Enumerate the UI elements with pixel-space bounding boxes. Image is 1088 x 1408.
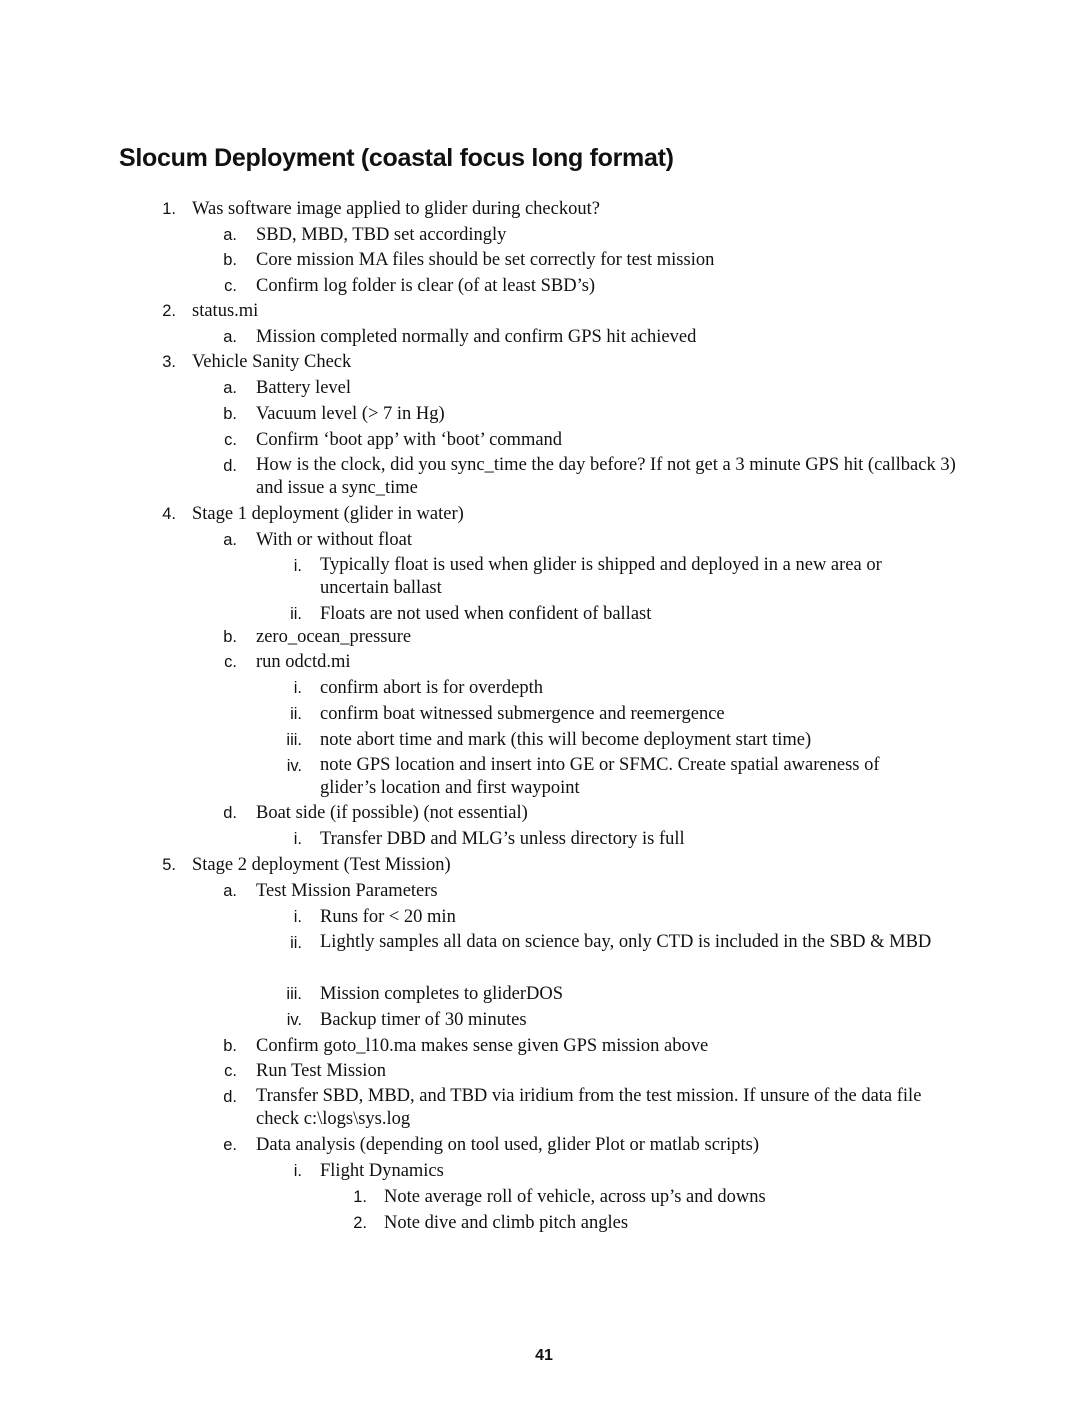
- list-marker: a.: [223, 226, 237, 244]
- list-marker: d.: [223, 1088, 237, 1106]
- list-marker: c.: [224, 1062, 237, 1080]
- list-marker: d.: [223, 804, 237, 822]
- list-marker: 5.: [162, 856, 176, 874]
- list-marker: c.: [224, 431, 237, 449]
- list-item-text: Confirm goto_l10.ma makes sense given GPS mission above: [256, 1036, 709, 1056]
- list-marker: ii.: [290, 934, 302, 952]
- list-marker: iii.: [286, 731, 302, 749]
- list-marker: a.: [223, 379, 237, 397]
- page-title: Slocum Deployment (coastal focus long format): [119, 144, 674, 172]
- list-item-text: Battery level: [256, 378, 352, 398]
- list-item-text: Confirm ‘boot app’ with ‘boot’ command: [256, 430, 563, 450]
- list-item-text: Note average roll of vehicle, across up’s and downs: [384, 1187, 766, 1207]
- list-item-text: Stage 1 deployment (glider in water): [192, 504, 464, 524]
- list-marker: c.: [224, 277, 237, 295]
- list-item-text: confirm boat witnessed submergence and reemergence: [320, 704, 725, 724]
- list-marker: i.: [293, 1162, 302, 1180]
- list-item-text: note abort time and mark (this will become deployment start time): [320, 730, 812, 750]
- list-marker: iv.: [286, 757, 302, 775]
- list-marker: ii.: [290, 705, 302, 723]
- list-item-text: Floats are not used when confident of ballast: [320, 604, 652, 624]
- list-marker: 1.: [353, 1188, 367, 1206]
- list-item-text: How is the clock, did you sync_time the day before? If not get a 3 minute GPS hit (callback 3) and issue a sync_time: [256, 455, 956, 498]
- list-item-text: SBD, MBD, TBD set accordingly: [256, 225, 507, 245]
- list-item-text: note GPS location and insert into GE or SFMC. Create spatial awareness of glider’s location and first waypoint: [320, 755, 880, 798]
- list-marker: 2.: [353, 1214, 367, 1232]
- page-number: 41: [535, 1347, 553, 1364]
- list-item-text: Mission completed normally and confirm GPS hit achieved: [256, 327, 697, 347]
- list-marker: i.: [293, 830, 302, 848]
- list-marker: iv.: [286, 1011, 302, 1029]
- list-item-text: status.mi: [192, 301, 259, 321]
- list-item-text: confirm abort is for overdepth: [320, 678, 543, 698]
- list-item-text: Transfer SBD, MBD, and TBD via iridium from the test mission. If unsure of the data file check c:\logs\sys.log: [256, 1086, 922, 1129]
- list-item-text: Was software image applied to glider during checkout?: [192, 199, 600, 219]
- list-item-text: run odctd.mi: [256, 652, 351, 672]
- list-marker: 3.: [162, 353, 176, 371]
- list-item-text: Transfer DBD and MLG’s unless directory is full: [320, 829, 685, 849]
- list-item-text: Lightly samples all data on science bay, only CTD is included in the SBD & MBD: [320, 932, 932, 952]
- list-item-text: Vacuum level (> 7 in Hg): [256, 404, 445, 424]
- list-item-text: Run Test Mission: [256, 1061, 386, 1081]
- list-item-text: Test Mission Parameters: [256, 881, 438, 901]
- list-marker: a.: [223, 328, 237, 346]
- list-marker: d.: [223, 457, 237, 475]
- list-marker: iii.: [286, 985, 302, 1003]
- list-item-text: Backup timer of 30 minutes: [320, 1010, 527, 1030]
- list-marker: b.: [223, 1037, 237, 1055]
- list-item-text: Vehicle Sanity Check: [192, 352, 352, 372]
- list-marker: i.: [293, 908, 302, 926]
- list-marker: b.: [223, 251, 237, 269]
- list-marker: i.: [293, 557, 302, 575]
- list-marker: c.: [224, 653, 237, 671]
- list-marker: a.: [223, 531, 237, 549]
- list-marker: a.: [223, 882, 237, 900]
- list-item-text: Data analysis (depending on tool used, glider Plot or matlab scripts): [256, 1135, 759, 1155]
- list-item-text: Stage 2 deployment (Test Mission): [192, 855, 451, 875]
- list-marker: b.: [223, 628, 237, 646]
- list-item-text: Runs for < 20 min: [320, 907, 456, 927]
- list-item-text: Typically float is used when glider is shipped and deployed in a new area or uncertain ballast: [320, 555, 882, 598]
- list-item-text: Flight Dynamics: [320, 1161, 444, 1181]
- list-item-text: With or without float: [256, 530, 412, 550]
- list-item-text: zero_ocean_pressure: [256, 627, 412, 647]
- list-marker: 4.: [162, 505, 176, 523]
- list-item-text: Note dive and climb pitch angles: [384, 1213, 629, 1233]
- list-marker: i.: [293, 679, 302, 697]
- list-marker: 1.: [162, 200, 176, 218]
- list-item-text: Core mission MA files should be set correctly for test mission: [256, 250, 715, 270]
- list-marker: b.: [223, 405, 237, 423]
- list-item-text: Mission completes to gliderDOS: [320, 984, 564, 1004]
- list-marker: ii.: [290, 605, 302, 623]
- list-item-text: Confirm log folder is clear (of at least SBD’s): [256, 276, 596, 296]
- list-item-text: Boat side (if possible) (not essential): [256, 803, 528, 823]
- list-marker: e.: [223, 1136, 237, 1154]
- list-marker: 2.: [162, 302, 176, 320]
